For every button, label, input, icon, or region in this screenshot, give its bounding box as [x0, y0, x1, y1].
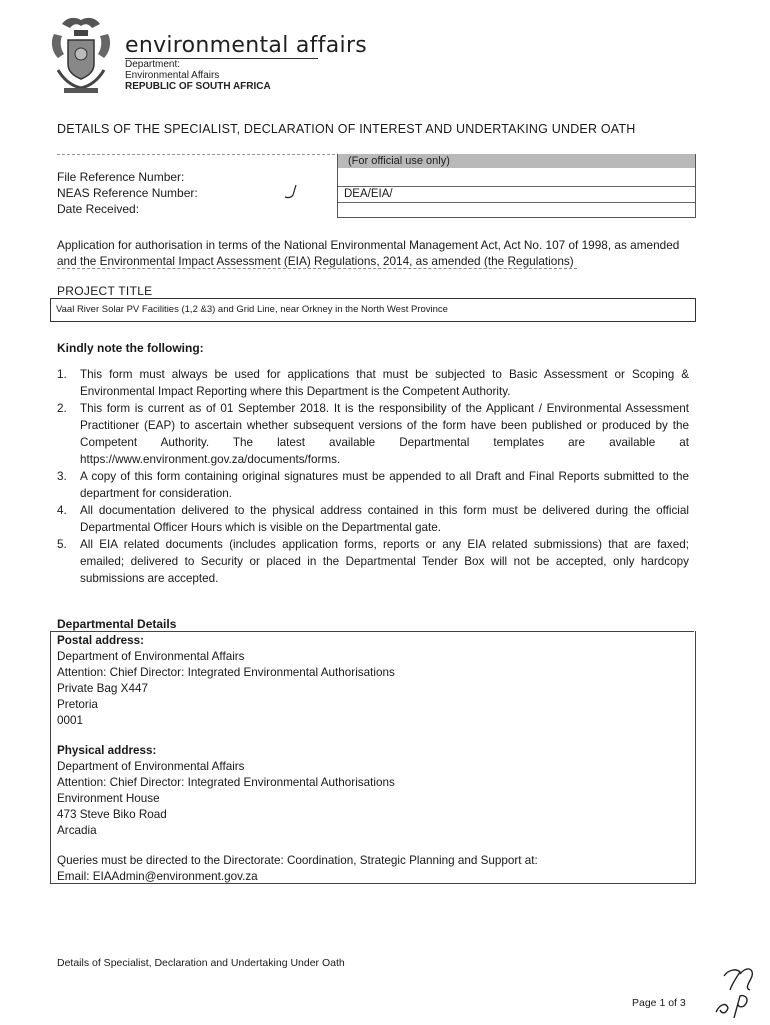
reference-labels: [57, 169, 198, 217]
item-text: All EIA related documents (includes application forms, reports or any EIA related submissions) that are faxed; emailed; delivered to Security or placed in the Departmental Tender Box will not be accepted, only hardcopy submissions are accepted.: [80, 538, 689, 585]
email-text: Email: EIAAdmin@environment.gov.za: [57, 870, 258, 883]
address-line: Private Bag X447: [57, 682, 148, 695]
neas-reference-label: NEAS Reference Number:: [57, 186, 198, 200]
address-line: Department of Environmental Affairs: [57, 760, 245, 773]
handwritten-initials: [706, 960, 760, 1020]
official-use-row-line: [338, 202, 695, 203]
notes-list: [57, 366, 689, 587]
item-text: All documentation delivered to the physical address contained in this form must be delivered during the official Departmental Officer Hours which is visible on the Departmental gate.: [80, 504, 689, 534]
departmental-details: [57, 633, 687, 885]
neas-reference-value: DEA/EIA/: [344, 188, 393, 200]
list-item: [57, 468, 689, 502]
department-brand: environmental affairs: [125, 33, 368, 58]
application-underline: [57, 268, 577, 269]
item-text: A copy of this form containing original signatures must be appended to all Draft and Final Reports submitted to the department for consideration.: [80, 470, 689, 500]
item-text: This form is current as of 01 September 2018. It is the responsibility of the Applicant / Environmental Assessment Practitioner (EAP) to ascertain whether subsequent versions of the form have been published or produced by the Competent Authority. The latest available Departmental templates are available at https://www.environment.gov.za/documents/forms.: [80, 402, 689, 466]
address-line: Arcadia: [57, 824, 97, 837]
item-number: 3.: [57, 470, 67, 483]
list-item: [57, 366, 689, 400]
address-line: Attention: Chief Director: Integrated Environmental Authorisations: [57, 776, 395, 789]
file-reference-label: File Reference Number:: [57, 170, 185, 184]
department-subtitle: [125, 59, 271, 92]
list-item: [57, 536, 689, 587]
application-statement: Application for authorisation in terms of the National Environmental Management Act, Act No. 107 of 1998, as amended and the Environmental Impact Assessment (EIA) Regulations, 2014, as amended (the Regulations): [57, 238, 680, 268]
item-number: 1.: [57, 368, 67, 381]
list-item: [57, 400, 689, 468]
page-number: Page 1 of 3: [632, 997, 686, 1009]
physical-address-heading: Physical address:: [57, 744, 157, 757]
item-number: 2.: [57, 402, 67, 415]
official-use-header: [338, 154, 695, 168]
department-label: Department:: [125, 59, 181, 70]
item-number: 4.: [57, 504, 67, 517]
list-item: [57, 502, 689, 536]
departmental-details-heading: Departmental Details: [57, 617, 177, 631]
address-line: Attention: Chief Director: Integrated Environmental Authorisations: [57, 666, 395, 679]
item-number: 5.: [57, 538, 67, 551]
footer-title: Details of Specialist, Declaration and Undertaking Under Oath: [57, 957, 345, 969]
project-title-value: Vaal River Solar PV Facilities (1,2 &3) and Grid Line, near Orkney in the North West Province: [56, 304, 448, 315]
date-received-label: Date Received:: [57, 202, 140, 216]
postal-address-heading: Postal address:: [57, 634, 145, 647]
notes-heading: Kindly note the following:: [57, 341, 204, 355]
project-title-label: PROJECT TITLE: [57, 284, 153, 298]
tick-mark-icon: [283, 183, 299, 201]
address-line: Pretoria: [57, 698, 98, 711]
address-line: 473 Steve Biko Road: [57, 808, 167, 821]
queries-text: Queries must be directed to the Directorate: Coordination, Strategic Planning and Support at:: [57, 854, 538, 867]
country-name: REPUBLIC OF SOUTH AFRICA: [125, 81, 271, 92]
address-line: Department of Environmental Affairs: [57, 650, 245, 663]
item-text: This form must always be used for applications that must be subjected to Basic Assessment or Scoping & Environmental Impact Reporting where this Department is the Competent Authority.: [80, 368, 689, 398]
coat-of-arms-logo: [44, 14, 118, 98]
official-use-label: (For official use only): [348, 155, 450, 167]
department-name: Environmental Affairs: [125, 70, 220, 81]
address-line: Environment House: [57, 792, 160, 805]
official-use-row-line: [338, 186, 695, 187]
address-line: 0001: [57, 714, 84, 727]
document-title: DETAILS OF THE SPECIALIST, DECLARATION OF INTEREST AND UNDERTAKING UNDER OATH: [57, 122, 636, 136]
